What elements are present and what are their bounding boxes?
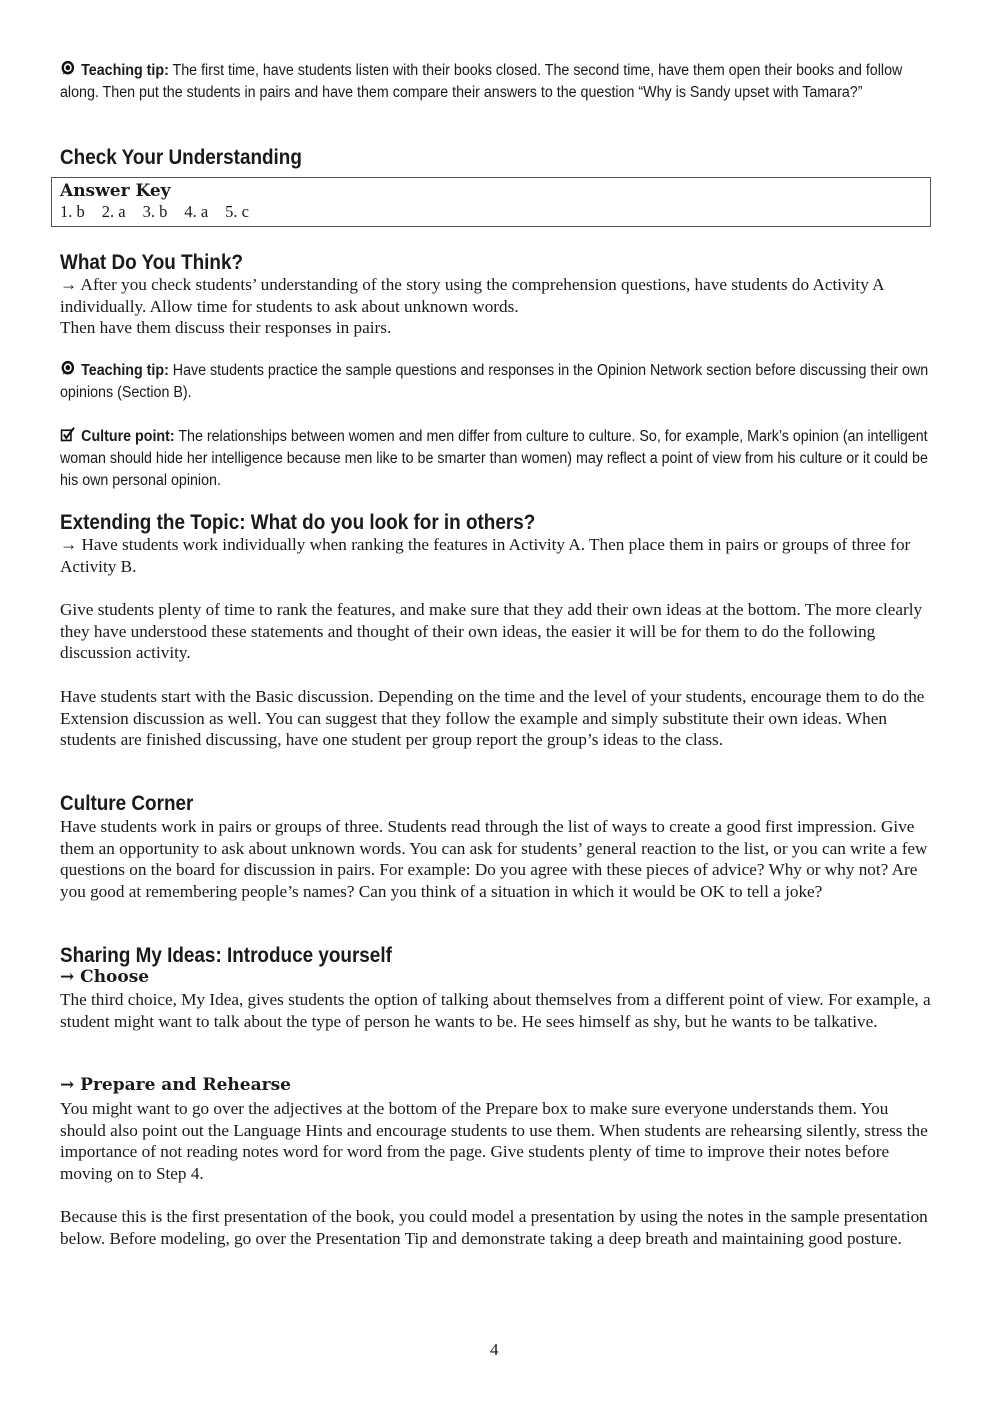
culture-point-label: Culture point: xyxy=(81,428,175,445)
answer-key-title: Answer Key xyxy=(60,181,171,201)
extending-paragraph-2: Give students plenty of time to rank the features, and make sure that they add their own ideas at the bottom. The more clearly they have understood these statements and thought of their own ideas, the easier it will be for them to do the following discussion activity. xyxy=(60,600,923,663)
answer-item: 1. b xyxy=(60,202,85,221)
answer-key-box xyxy=(51,177,931,227)
answer-list xyxy=(60,202,922,222)
tip-text: The first time, have students listen with their books closed. The second time, have them open their books and follow along. Then put the students in pairs and have them compare their answers to the question “Why is Sandy upset with Tamara?” xyxy=(60,62,903,101)
answer-item: 3. b xyxy=(142,202,168,221)
section-heading-check: Check Your Understanding xyxy=(60,146,302,169)
section-heading-corner: Culture Corner xyxy=(60,792,194,815)
answer-item: 5. c xyxy=(225,202,249,221)
culture-point-text: The relationships between women and men differ from culture to culture. So, for example, Mark’s opinion (an intelligent woman should hide her intelligence because men like to be smarter than women) may reflect a point of view from his culture or it could be his own personal opinion. xyxy=(60,428,928,489)
extending-paragraph-1: → Have students work individually when ranking the features in Activity A. Then place them in pairs or groups of three for Activity B. xyxy=(60,535,911,576)
culture-point xyxy=(60,426,932,492)
subheading-prepare: → Prepare and Rehearse xyxy=(60,1075,291,1095)
choose-paragraph: The third choice, My Idea, gives students the option of talking about themselves from a different point of view. For example, a student might want to talk about the type of person he wants to be. He sees himself as shy, but he wants to be talkative. xyxy=(60,990,931,1031)
prepare-paragraph-2: Because this is the first presentation of the book, you could model a presentation by using the notes in the sample presentation below. Before modeling, go over the Presentation Tip and demonstrate taking a deep breath and maintaining good posture. xyxy=(60,1207,928,1248)
checkbox-tick-icon xyxy=(60,426,76,443)
subheading-choose: → Choose xyxy=(60,967,150,987)
prepare-paragraph-1: You might want to go over the adjectives at the bottom of the Prepare box to make sure everyone understands them. You should also point out the Language Hints and encourage students to use them. When students are rehearsing silently, stress the importance of not reading notes word for word from the page. Give students plenty of time to improve their notes before moving on to Step 4. xyxy=(60,1099,928,1183)
answer-item: 4. a xyxy=(184,202,209,221)
chat-bubble-icon xyxy=(60,60,76,77)
section-heading-sharing: Sharing My Ideas: Introduce yourself xyxy=(60,944,392,967)
think-paragraph-1: → After you check students’ understanding of the story using the comprehension questions, have students do Activity A individually. Allow time for students to ask about unknown words. xyxy=(60,275,884,316)
answer-item: 2. a xyxy=(101,202,126,221)
tip-label: Teaching tip: xyxy=(81,62,169,79)
extending-paragraph-3: Have students start with the Basic discussion. Depending on the time and the level of your students, encourage them to do the Extension discussion as well. You can suggest that they follow the example and simply substitute their own ideas. When students are finished discussing, have one student per group report the group’s ideas to the class. xyxy=(60,687,925,750)
tip-text: Have students practice the sample questions and responses in the Opinion Network section before discussing their own opinions (Section B). xyxy=(60,362,929,401)
corner-paragraph: Have students work in pairs or groups of three. Students read through the list of ways to create a good first impression. Give them an opportunity to ask about unknown words. You can ask for students’ general reaction to the list, or you can write a few questions on the board for discussion in pairs. For example: Do you agree with these pieces of advice? Why or why not? Are you good at remembering people’s names? Can you think of a situation in which it would be OK to tell a joke? xyxy=(60,817,928,901)
teaching-tip-2 xyxy=(60,360,932,404)
section-heading-extending: Extending the Topic: What do you look for in others? xyxy=(60,511,536,534)
teaching-tip-1 xyxy=(60,60,932,104)
section-heading-think: What Do You Think? xyxy=(60,251,244,274)
tip-label: Teaching tip: xyxy=(81,362,169,379)
page-number: 4 xyxy=(490,1340,499,1359)
think-paragraph-2: Then have them discuss their responses in pairs. xyxy=(60,318,392,337)
chat-bubble-icon xyxy=(60,360,76,377)
